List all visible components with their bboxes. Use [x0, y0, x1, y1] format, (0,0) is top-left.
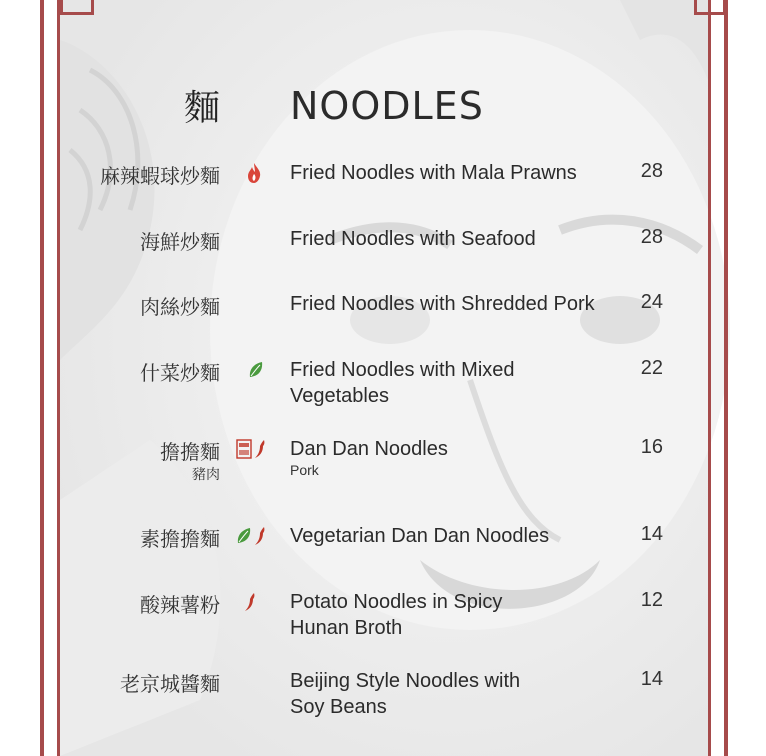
item-name-english: Dan Dan Noodles: [290, 438, 448, 460]
item-subname-chinese: 豬肉: [192, 466, 220, 482]
item-name-english-line2: Vegetables: [290, 385, 389, 407]
item-icons: [236, 359, 264, 381]
item-name-english-line1: Fried Noodles with Mixed: [290, 359, 515, 381]
item-name-english: Fried Noodles with Seafood: [290, 228, 536, 250]
section-title-chinese: 麵: [183, 88, 220, 129]
item-name-chinese: 老京城醬麵: [120, 672, 220, 696]
item-icons: [236, 525, 268, 547]
item-icons: [236, 162, 262, 184]
leaf-icon: [248, 361, 264, 379]
item-price: 14: [640, 523, 663, 545]
item-name-english: Fried Noodles with Shredded Pork: [290, 293, 595, 315]
item-name-english: [290, 589, 502, 641]
item-name-chinese: 海鮮炒麵: [140, 230, 220, 254]
item-price: 12: [640, 589, 663, 611]
item-name-english-line2: Hunan Broth: [290, 617, 403, 639]
leaf-icon: [236, 527, 252, 545]
item-price: 14: [640, 668, 663, 690]
item-name-english: [290, 357, 515, 409]
item-name-chinese: 肉絲炒麵: [140, 295, 220, 319]
frame-border-right-inner: [708, 0, 711, 756]
item-price: 28: [640, 226, 663, 248]
item-name-chinese: 麻辣蝦球炒麵: [100, 164, 220, 188]
item-price: 24: [640, 291, 663, 313]
item-name-chinese: 擔擔麵: [160, 440, 220, 464]
frame-border-left-inner: [57, 0, 60, 756]
item-price: 28: [640, 160, 663, 182]
chili-icon: [254, 439, 268, 459]
item-name-english: Fried Noodles with Mala Prawns: [290, 162, 577, 184]
item-name-chinese: 素擔擔麵: [140, 527, 220, 551]
signature-stamp-icon: [236, 439, 252, 459]
item-name-chinese: 酸辣薯粉: [140, 593, 220, 617]
chili-icon: [254, 526, 268, 546]
item-price: 22: [640, 357, 663, 379]
section-title-english: NOODLES: [290, 84, 484, 128]
item-icons: [236, 438, 268, 460]
flame-icon: [246, 162, 262, 184]
frame-corner-left: [60, 0, 94, 15]
item-name-english-line1: Beijing Style Noodles with: [290, 670, 521, 692]
item-icons: [236, 591, 258, 613]
frame-border-left-outer: [40, 0, 44, 756]
item-name-english-line2: Soy Beans: [290, 696, 387, 718]
item-name-english: Vegetarian Dan Dan Noodles: [290, 525, 550, 547]
frame-border-right-outer: [724, 0, 728, 756]
item-name-english-line1: Potato Noodles in Spicy: [290, 591, 503, 613]
frame-corner-right: [694, 0, 726, 15]
chili-icon: [244, 592, 258, 612]
item-price: 16: [640, 436, 663, 458]
item-subname-english: Pork: [290, 462, 319, 478]
item-name-english: [290, 668, 520, 720]
item-name-chinese: 什菜炒麵: [140, 361, 220, 385]
